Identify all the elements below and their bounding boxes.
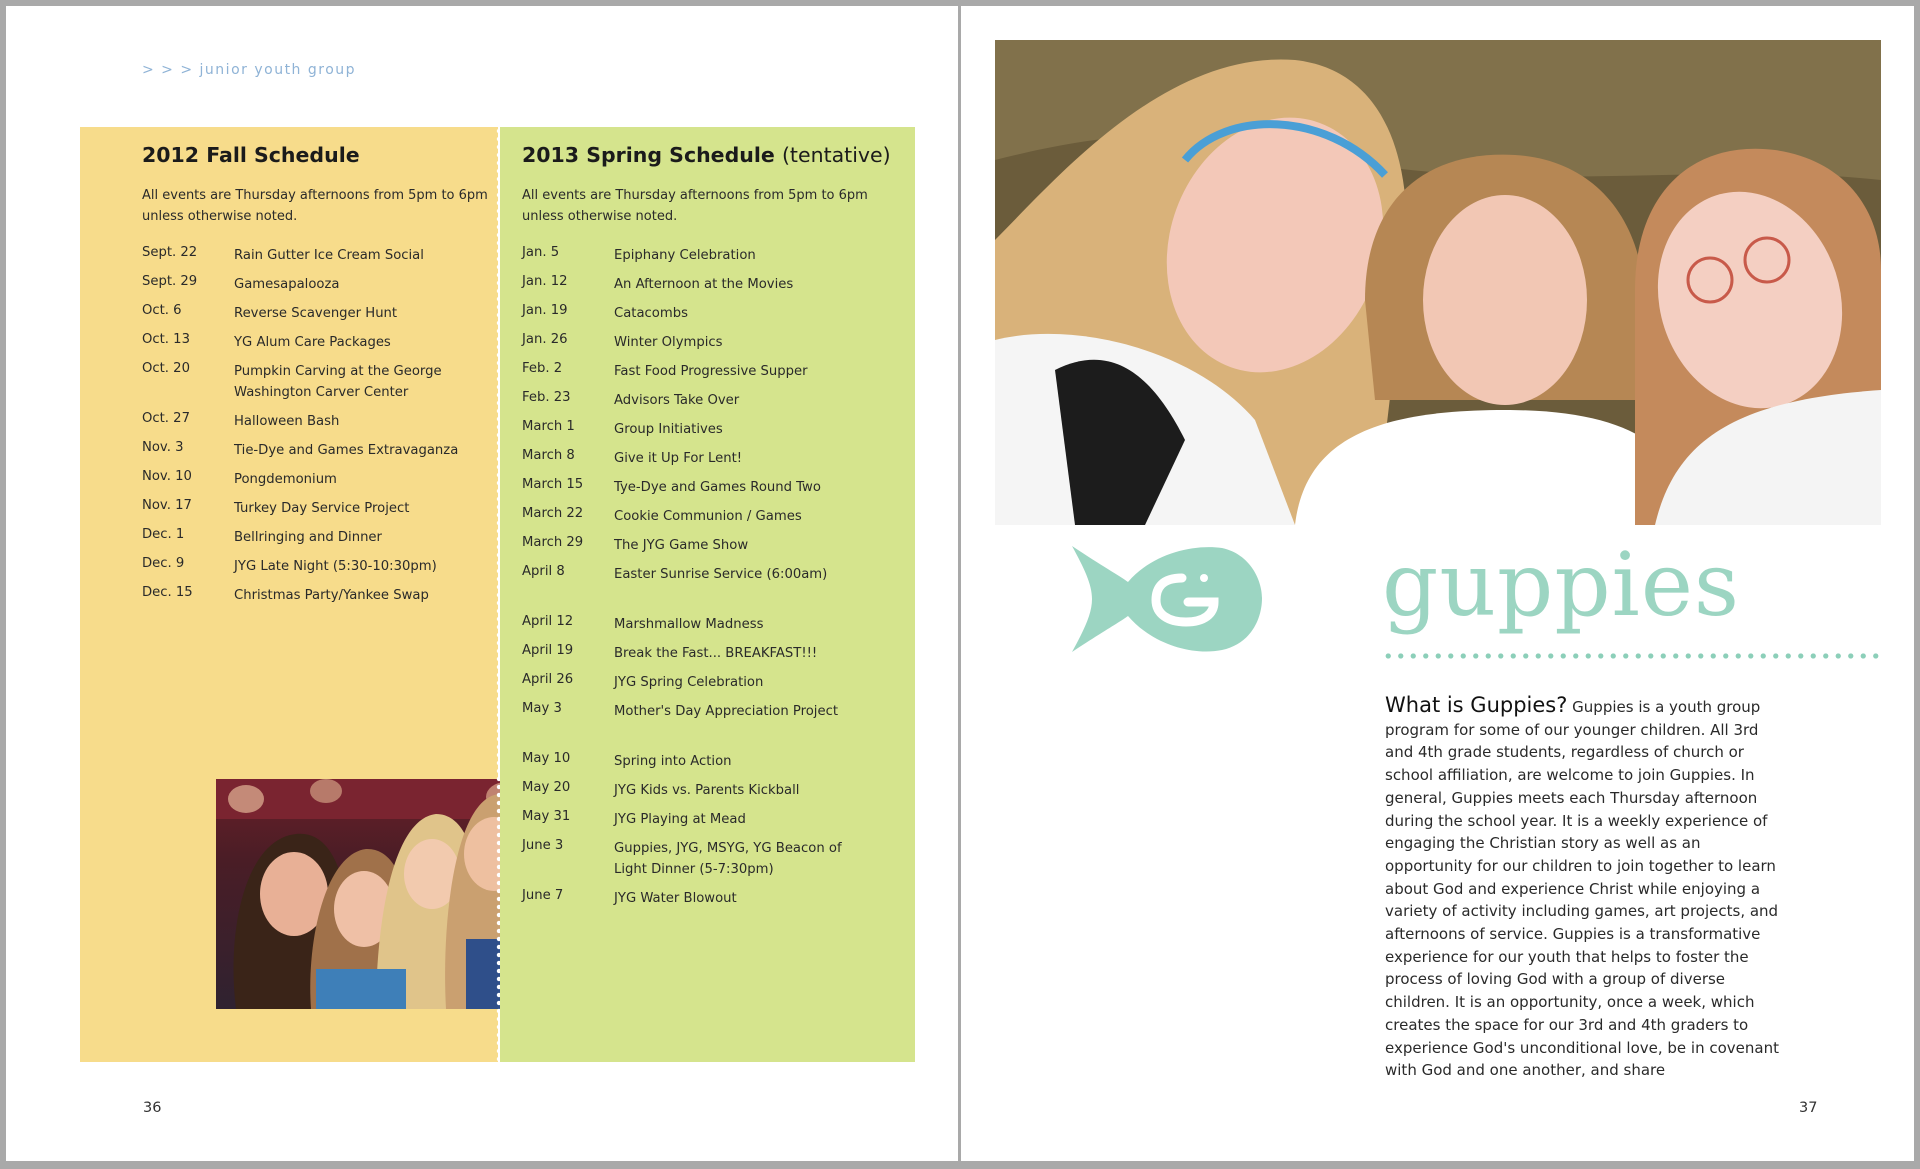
fall-schedule-intro: All events are Thursday afternoons from 5pm to 6pm unless otherwise noted. bbox=[142, 188, 488, 224]
schedule-date: Dec. 15 bbox=[142, 585, 193, 600]
schedule-date: May 20 bbox=[522, 780, 571, 795]
schedule-date: March 8 bbox=[522, 448, 575, 463]
guppies-description bbox=[1385, 694, 1783, 1082]
fish-logo-icon bbox=[1062, 540, 1262, 662]
schedule-event: An Afternoon at the Movies bbox=[614, 277, 794, 292]
spring-schedule-title bbox=[522, 143, 891, 167]
schedule-date: March 22 bbox=[522, 506, 584, 521]
schedule-event: Fast Food Progressive Supper bbox=[614, 364, 808, 379]
schedule-event: Bellringing and Dinner bbox=[234, 530, 382, 545]
schedule-event: Winter Olympics bbox=[614, 335, 723, 350]
schedule-event: Spring into Action bbox=[614, 754, 732, 769]
schedule-date: Feb. 2 bbox=[522, 361, 563, 376]
schedule-date: Oct. 20 bbox=[142, 361, 190, 376]
schedule-date: Dec. 1 bbox=[142, 527, 185, 542]
schedule-date: April 8 bbox=[522, 564, 565, 579]
schedule-date: Oct. 6 bbox=[142, 303, 182, 318]
schedule-event: Cookie Communion / Games bbox=[614, 509, 802, 524]
schedule-date: Jan. 26 bbox=[522, 332, 568, 347]
fall-schedule-panel bbox=[80, 127, 498, 1062]
schedule-date: Jan. 19 bbox=[522, 303, 568, 318]
spring-schedule-panel bbox=[500, 127, 915, 1062]
schedule-date: Nov. 3 bbox=[142, 440, 184, 455]
schedule-date: March 29 bbox=[522, 535, 584, 550]
schedule-event: Reverse Scavenger Hunt bbox=[234, 306, 398, 321]
schedule-date: May 10 bbox=[522, 751, 571, 766]
spring-schedule-title-main: 2013 Spring Schedule bbox=[522, 143, 775, 167]
schedule-event: Halloween Bash bbox=[234, 414, 340, 429]
schedule-event: Guppies, JYG, MSYG, YG Beacon of Light Dinner (5-7:30pm) bbox=[614, 841, 842, 877]
schedule-date: April 26 bbox=[522, 672, 574, 687]
schedule-event: YG Alum Care Packages bbox=[234, 335, 391, 350]
schedule-date: Dec. 9 bbox=[142, 556, 185, 571]
schedule-date: Feb. 23 bbox=[522, 390, 571, 405]
schedule-event: JYG Kids vs. Parents Kickball bbox=[614, 783, 800, 798]
schedule-date: April 19 bbox=[522, 643, 574, 658]
guppies-question: What is Guppies? bbox=[1385, 693, 1568, 717]
schedule-event: JYG Water Blowout bbox=[614, 891, 737, 906]
schedule-event: Marshmallow Madness bbox=[614, 617, 764, 632]
schedule-event: Mother's Day Appreciation Project bbox=[614, 704, 839, 719]
schedule-date: June 3 bbox=[522, 838, 564, 853]
spring-schedule-title-suffix: (tentative) bbox=[781, 143, 891, 167]
fall-schedule-title: 2012 Fall Schedule bbox=[142, 143, 360, 167]
schedule-event: Tie-Dye and Games Extravaganza bbox=[234, 443, 459, 458]
schedule-date: Jan. 12 bbox=[522, 274, 568, 289]
guppies-body: Guppies is a youth group program for some of our younger children. All 3rd and 4th grade students, regardless of church or school affiliation, are welcome to join Guppies. In general, Guppies meets each Thursday afternoon during the school year. It is a weekly experience of engaging the Christian story as well as an opportunity for our children to join together to learn about God and experience Christ while enjoying a variety of activity including games, art projects, and afternoons of service. Guppies is a transformative experience for our youth that helps to foster the process of loving God with a group of diverse children. It is an opportunity, once a week, which creates the space for our 3rd and 4th graders to experience God's unconditional love, be in covenant with God and one another, and share bbox=[1385, 698, 1779, 1080]
schedule-date: June 7 bbox=[522, 888, 564, 903]
schedule-date: Jan. 5 bbox=[522, 245, 560, 260]
schedule-date: May 31 bbox=[522, 809, 571, 824]
spring-schedule-intro: All events are Thursday afternoons from 5pm to 6pm unless otherwise noted. bbox=[522, 188, 868, 224]
breadcrumb: > > > junior youth group bbox=[142, 62, 357, 78]
schedule-event: Group Initiatives bbox=[614, 422, 723, 437]
schedule-date: Oct. 13 bbox=[142, 332, 190, 347]
brand-title: guppies bbox=[1382, 533, 1741, 636]
schedule-date: Nov. 17 bbox=[142, 498, 192, 513]
schedule-event: Christmas Party/Yankee Swap bbox=[234, 588, 429, 603]
schedule-event: Easter Sunrise Service (6:00am) bbox=[614, 567, 828, 582]
schedule-event: JYG Late Night (5:30-10:30pm) bbox=[234, 559, 437, 574]
schedule-event: Tye-Dye and Games Round Two bbox=[614, 480, 821, 495]
group-photo bbox=[216, 779, 538, 1009]
page-number-left: 36 bbox=[143, 1100, 162, 1116]
schedule-event: Catacombs bbox=[614, 306, 688, 321]
schedule-event: The JYG Game Show bbox=[614, 538, 749, 553]
schedule-date: May 3 bbox=[522, 701, 562, 716]
schedule-event: Epiphany Celebration bbox=[614, 248, 756, 263]
schedule-event: Rain Gutter Ice Cream Social bbox=[234, 248, 424, 263]
schedule-event: Gamesapalooza bbox=[234, 277, 340, 292]
schedule-date: March 1 bbox=[522, 419, 575, 434]
schedule-event: Turkey Day Service Project bbox=[234, 501, 410, 516]
left-page bbox=[6, 6, 958, 1161]
schedule-event: Pumpkin Carving at the George Washington Carver Center bbox=[234, 364, 442, 400]
schedule-event: Pongdemonium bbox=[234, 472, 337, 487]
schedule-date: April 12 bbox=[522, 614, 574, 629]
schedule-date: March 15 bbox=[522, 477, 584, 492]
schedule-event: Give it Up For Lent! bbox=[614, 451, 743, 466]
schedule-event: JYG Playing at Mead bbox=[614, 812, 746, 827]
schedule-event: Break the Fast... BREAKFAST!!! bbox=[614, 646, 818, 661]
schedule-event: JYG Spring Celebration bbox=[614, 675, 764, 690]
dotted-rule bbox=[1382, 651, 1880, 661]
schedule-event: Advisors Take Over bbox=[614, 393, 740, 408]
children-photo bbox=[995, 40, 1881, 525]
page-number-right: 37 bbox=[1799, 1100, 1818, 1116]
schedule-date: Oct. 27 bbox=[142, 411, 190, 426]
schedule-date: Sept. 22 bbox=[142, 245, 198, 260]
schedule-date: Nov. 10 bbox=[142, 469, 192, 484]
schedule-date: Sept. 29 bbox=[142, 274, 198, 289]
